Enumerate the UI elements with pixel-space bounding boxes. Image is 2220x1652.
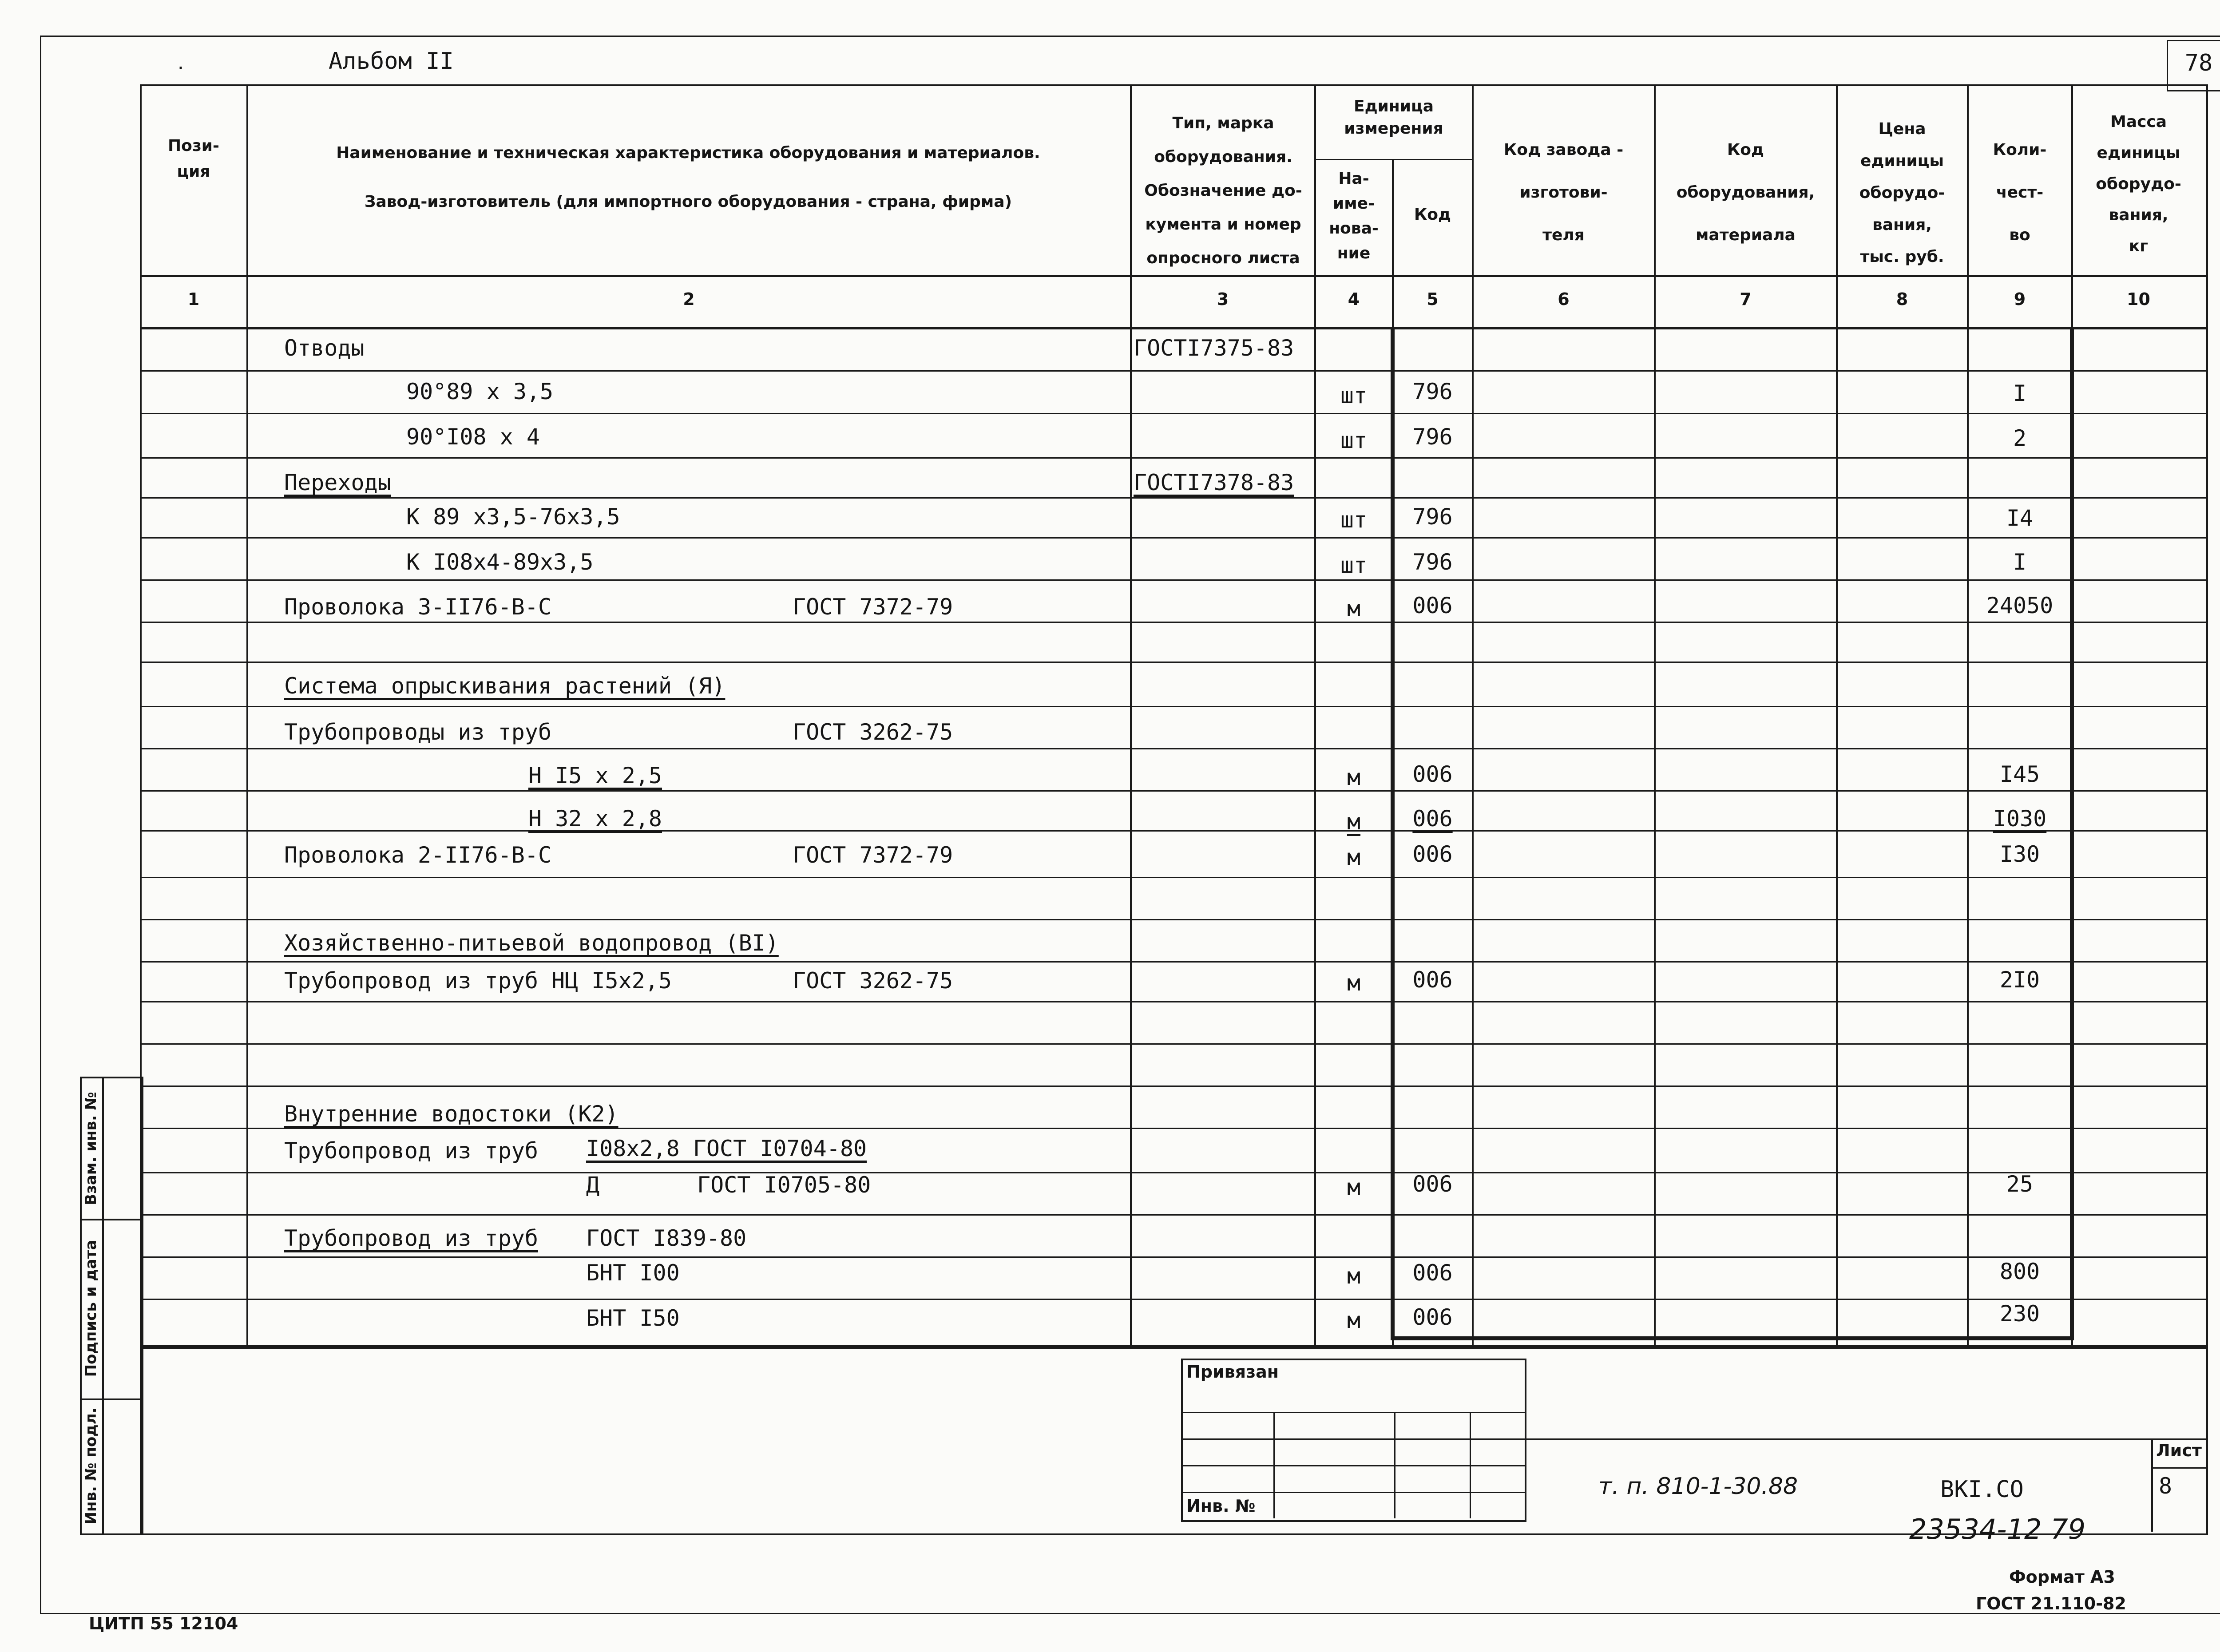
row-grid-line [140, 1043, 2206, 1045]
row-grid-line [140, 1214, 2206, 1216]
row-15-name: Трубопровод из труб [284, 1138, 538, 1164]
header-col-3: Тип, марка оборудования. Обозначение до- кумента и номер опросного листа [1144, 114, 1302, 267]
row-4-code: 796 [1412, 504, 1453, 530]
privyazan-line-1 [1181, 1412, 1525, 1413]
row-8-name: Трубопроводы из труб [284, 719, 552, 745]
col-line-7 [1836, 84, 1838, 1347]
col-line-8 [1967, 84, 1969, 1347]
header-col-2: Наименование и техническая характеристика оборудования и материалов. Завод-изготовитель (для импортного оборудования - страна, фирма) [336, 144, 1040, 211]
row-14-name: Внутренние водостоки (К2) [284, 1101, 618, 1127]
header-col-5: Код [1414, 206, 1451, 224]
colnum-7: 7 [1740, 289, 1752, 309]
row-2-name: 90°I08 х 4 [406, 424, 540, 450]
row-5-qty: I [2013, 549, 2027, 575]
gost-label: ГОСТ 21.110-82 [1976, 1594, 2126, 1613]
privyazan-line-4 [1181, 1492, 1525, 1493]
row-grid-line [140, 622, 2206, 623]
row-grid-line [140, 706, 2206, 707]
header-col-6: Код завода - изготови- теля [1503, 141, 1624, 244]
row-4-name: К 89 х3,5-76х3,5 [406, 504, 620, 530]
header-unit-group: Единица измерения [1344, 97, 1443, 138]
album-dot: . [175, 53, 186, 74]
row-6-code: 006 [1412, 593, 1453, 618]
col-line-5 [1472, 84, 1474, 1347]
row-17-name: Трубопровод из труб [284, 1225, 538, 1251]
privyazan-line-3 [1181, 1465, 1525, 1466]
row-16-code: 006 [1412, 1171, 1453, 1197]
row-13-unit: м [1347, 970, 1361, 996]
row-grid-line [140, 457, 2206, 459]
row-8-gost: ГОСТ 3262-75 [793, 719, 953, 745]
row-19-qty: 230 [1999, 1301, 2040, 1327]
colnum-8: 8 [1896, 289, 1908, 309]
row-1-name: 90°89 х 3,5 [406, 379, 554, 404]
colnum-10: 10 [2127, 289, 2150, 309]
row-10-qty: I030 [1993, 806, 2047, 832]
row-19-unit: м [1347, 1307, 1361, 1333]
row-1-code: 796 [1412, 379, 1453, 404]
row-grid-line [140, 370, 2206, 372]
side-label-inv-podl: Инв. № подл. [82, 1407, 100, 1525]
row-13-gost: ГОСТ 3262-75 [793, 968, 953, 994]
col-line-3 [1314, 84, 1316, 1347]
citp-label: ЦИТП 55 12104 [89, 1614, 238, 1633]
row-6-qty: 24050 [1986, 593, 2054, 618]
header-bottom-line [140, 275, 2206, 277]
row-5-name: К I08х4-89х3,5 [406, 549, 594, 575]
handwritten-number: 23534-12 79 [1909, 1513, 2086, 1545]
row-10-code: 006 [1412, 806, 1453, 832]
colnum-6: 6 [1558, 289, 1570, 309]
col-line-2 [1130, 84, 1132, 1347]
list-number: 8 [2159, 1473, 2172, 1499]
row-11-gost: ГОСТ 7372-79 [793, 842, 953, 868]
side-stamp-line-1 [80, 1219, 142, 1220]
col-line-6 [1654, 84, 1656, 1347]
header-col-1: Пози- ция [168, 137, 219, 181]
side-label-podpis: Подпись и дата [82, 1240, 100, 1377]
row-11-unit: м [1347, 844, 1361, 870]
row-6-unit: м [1347, 596, 1361, 622]
colnum-4: 4 [1348, 289, 1360, 309]
privyazan-line-2 [1181, 1438, 1525, 1440]
header-col-4: На- име- нова- ние [1329, 170, 1379, 262]
row-12-name: Хозяйственно-питьевой водопровод (ВI) [284, 930, 779, 956]
row-4-qty: I4 [2006, 505, 2034, 531]
title-block-frame [140, 1345, 2208, 1535]
row-0-doc: ГОСТI7375-83 [1134, 335, 1294, 361]
row-4-unit: шт [1340, 507, 1368, 533]
row-16-name: Д [586, 1172, 600, 1198]
colnum-9: 9 [2014, 289, 2026, 309]
row-3-name: Переходы [284, 470, 391, 495]
row-1-qty: I [2013, 380, 2027, 406]
side-label-vzam: Взам. инв. № [82, 1092, 100, 1205]
row-13-name: Трубопровод из труб НЦ I5х2,5 [284, 968, 672, 994]
row-grid-line [140, 877, 2206, 878]
row-grid-line [140, 662, 2206, 663]
row-6-name: Проволока 3-II76-В-С [284, 594, 552, 620]
row-17-gost: ГОСТ I839-80 [586, 1225, 747, 1251]
row-0-name: Отводы [284, 335, 365, 361]
row-10-name: Н 32 х 2,8 [528, 806, 662, 832]
row-11-qty: I30 [1999, 841, 2040, 867]
row-18-qty: 800 [1999, 1259, 2040, 1284]
row-grid-line [140, 579, 2206, 581]
row-15-gost: I08х2,8 ГОСТ I0704-80 [586, 1136, 867, 1161]
code-row-line [1525, 1438, 2206, 1440]
row-grid-line [140, 1299, 2206, 1300]
inv-no-label: Инв. № [1186, 1496, 1256, 1516]
row-grid-line [140, 1128, 2206, 1129]
colnum-5: 5 [1427, 289, 1439, 309]
row-9-code: 006 [1412, 761, 1453, 787]
row-7-name: Система опрыскивания растений (Я) [284, 673, 725, 699]
privyazan-label: Привязан [1186, 1362, 1279, 1382]
row-13-qty: 2I0 [1999, 967, 2040, 993]
row-19-name: БНТ I50 [586, 1305, 680, 1331]
row-grid-line [140, 830, 2206, 832]
col-line-1 [246, 84, 248, 1347]
row-grid-line [140, 790, 2206, 792]
row-9-qty: I45 [1999, 761, 2040, 787]
thick-bottom-block [1391, 1336, 2074, 1340]
row-grid-line [140, 1256, 2206, 1258]
row-1-unit: шт [1340, 383, 1368, 408]
row-grid-line [140, 919, 2206, 920]
row-18-code: 006 [1412, 1260, 1453, 1286]
row-grid-line [140, 1172, 2206, 1173]
row-16-qty: 25 [2006, 1171, 2034, 1197]
header-col-8: Цена единицы оборудо- вания, тыс. руб. [1859, 120, 1945, 266]
side-stamp-divider [102, 1077, 104, 1533]
page-number: 78 [2184, 50, 2213, 76]
row-11-code: 006 [1412, 841, 1453, 867]
list-line [2151, 1467, 2206, 1469]
row-9-name: Н I5 х 2,5 [528, 763, 662, 788]
header-col-9: Коли- чест- во [1993, 141, 2047, 244]
header-col-10: Масса единицы оборудо- вания, кг [2096, 113, 2181, 255]
row-9-unit: м [1347, 765, 1361, 790]
row-grid-line [140, 413, 2206, 414]
row-5-unit: шт [1340, 552, 1368, 578]
format-label: Формат А3 [2009, 1567, 2115, 1587]
row-18-unit: м [1347, 1263, 1361, 1289]
row-16-unit: м [1347, 1174, 1361, 1200]
privyazan-vline-2 [1394, 1412, 1395, 1518]
row-grid-line [140, 497, 2206, 499]
row-grid-line [140, 1085, 2206, 1087]
list-label: Лист [2156, 1441, 2202, 1460]
list-divider [2151, 1438, 2153, 1532]
colnum-bottom-line [140, 327, 2206, 329]
privyazan-vline-3 [1470, 1412, 1471, 1518]
privyazan-vline-1 [1273, 1412, 1275, 1518]
row-grid-line [140, 961, 2206, 963]
album-title: Альбом II [329, 48, 454, 75]
row-3-doc: ГОСТI7378-83 [1134, 470, 1294, 495]
row-grid-line [140, 1001, 2206, 1002]
row-19-code: 006 [1412, 1304, 1453, 1330]
sheet-code: ВКI.СО [1940, 1476, 2024, 1503]
tp-label: т. п. 810-1-30.88 [1598, 1473, 1798, 1500]
row-grid-line [140, 748, 2206, 749]
colnum-2: 2 [683, 289, 695, 309]
row-2-code: 796 [1412, 424, 1453, 450]
colnum-1: 1 [187, 289, 200, 309]
row-2-qty: 2 [2013, 425, 2027, 451]
row-13-code: 006 [1412, 967, 1453, 993]
row-18-name: БНТ I00 [586, 1260, 680, 1286]
row-grid-line [140, 537, 2206, 539]
row-16-gost: ГОСТ I0705-80 [697, 1172, 871, 1198]
row-6-gost: ГОСТ 7372-79 [793, 594, 953, 620]
header-col-7: Код оборудования, материала [1676, 141, 1815, 244]
row-11-name: Проволока 2-II76-В-С [284, 842, 552, 868]
row-5-code: 796 [1412, 549, 1453, 575]
row-10-unit: м [1347, 809, 1361, 835]
colnum-3: 3 [1217, 289, 1229, 309]
row-2-unit: шт [1340, 428, 1368, 453]
